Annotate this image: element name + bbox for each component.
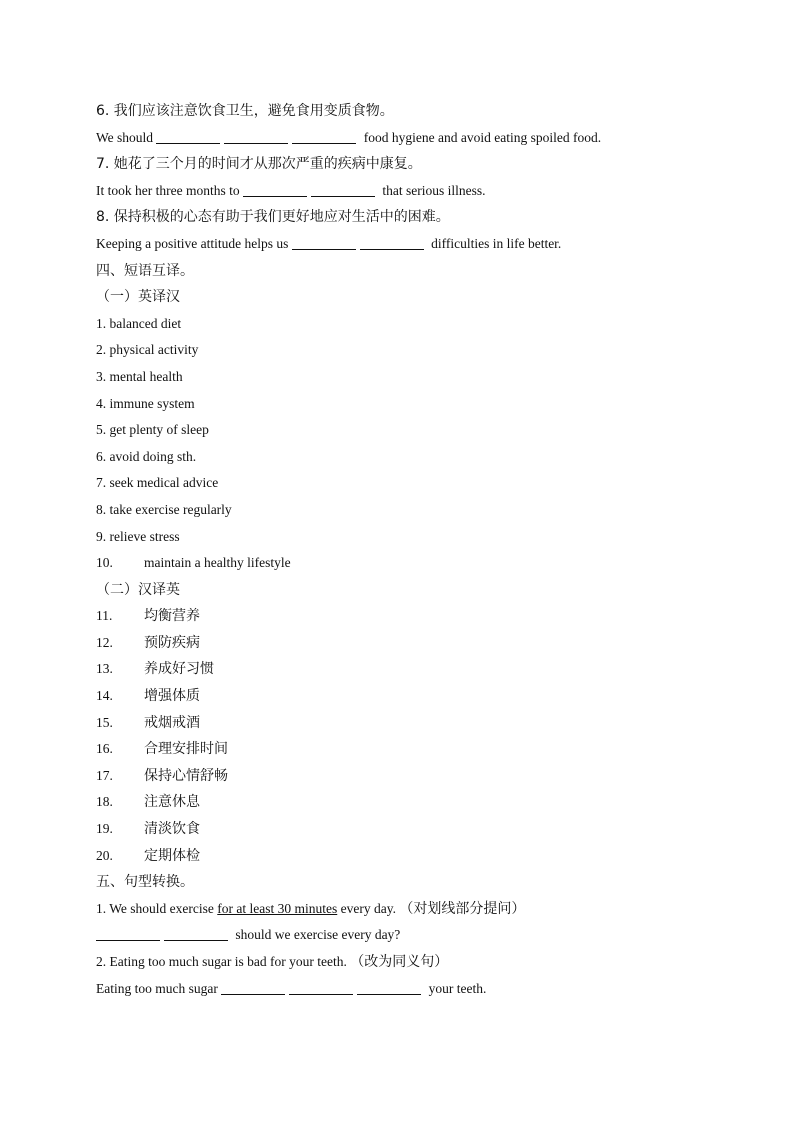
answer-blank[interactable]: [243, 182, 307, 197]
q8-suffix: difficulties in life better.: [431, 235, 562, 251]
q7-suffix: that serious illness.: [382, 182, 486, 198]
phrase-number: 14.: [96, 688, 113, 704]
phrase-text: 清淡饮食: [144, 821, 200, 838]
section-4-sub1: （一）英译汉: [96, 289, 180, 306]
question-8-chinese: 8. 保持积极的心态有助于我们更好地应对生活中的困难。: [96, 209, 450, 226]
q6-suffix: food hygiene and avoid eating spoiled food.: [363, 129, 602, 145]
q1-answer-suffix: should we exercise every day?: [235, 927, 401, 943]
answer-blank[interactable]: [221, 980, 285, 995]
phrase-number: 12.: [96, 634, 113, 650]
answer-blank[interactable]: [289, 980, 353, 995]
q8-prefix: Keeping a positive attitude helps us: [96, 235, 289, 251]
section-4-title: 四、短语互译。: [96, 262, 194, 279]
phrase-text: 均衡营养: [144, 608, 200, 625]
phrase-text: 养成好习惯: [144, 661, 214, 678]
q6-prefix: We should: [96, 129, 154, 145]
q2-answer-suffix: your teeth.: [428, 980, 487, 996]
transform-answer-2: [96, 976, 716, 1003]
phrase-number: 15.: [96, 714, 113, 730]
phrase-number: 19.: [96, 821, 113, 837]
phrase-item: 5. get plenty of sleep: [96, 422, 209, 438]
phrase-item: 4. immune system: [96, 395, 195, 411]
transform-answer-1: [96, 922, 716, 949]
q2-instruction: （改为同义句）: [350, 954, 449, 970]
answer-blank[interactable]: [96, 926, 160, 941]
phrase-text: 增强体质: [144, 688, 200, 705]
question-6-english: [96, 125, 716, 152]
question-7-english: [96, 178, 716, 205]
phrase-item: [96, 736, 716, 763]
transform-question-1: [96, 896, 716, 923]
phrase-item: 7. seek medical advice: [96, 475, 219, 491]
phrase-item: [96, 789, 716, 816]
phrase-text: 定期体检: [144, 847, 200, 864]
phrase-number: 20.: [96, 847, 113, 863]
q1-suffix: every day.: [337, 900, 396, 916]
q2-answer-prefix: Eating too much sugar: [96, 980, 218, 996]
phrase-item: 8. take exercise regularly: [96, 501, 232, 517]
phrase-item: [96, 763, 716, 790]
phrase-number: 17.: [96, 767, 113, 783]
section-5-title: 五、句型转换。: [96, 874, 194, 891]
phrase-item: 3. mental health: [96, 368, 183, 384]
phrase-item: [96, 683, 716, 710]
q7-prefix: It took her three months to: [96, 182, 240, 198]
question-6-chinese: 6. 我们应该注意饮食卫生，避免食用变质食物。: [96, 103, 394, 119]
phrase-item: 2. physical activity: [96, 342, 199, 358]
phrase-text: 保持心情舒畅: [144, 767, 228, 784]
phrase-item: 1. balanced diet: [96, 315, 182, 331]
phrase-number: 10.: [96, 555, 113, 571]
worksheet-page: [96, 98, 716, 1002]
q1-underlined-phrase: for at least 30 minutes: [217, 900, 338, 916]
transform-question-2: [96, 949, 716, 976]
answer-blank[interactable]: [156, 129, 220, 144]
phrase-text: maintain a healthy lifestyle: [144, 555, 291, 571]
phrase-item: [96, 816, 716, 843]
q1-prefix: 1. We should exercise: [96, 900, 214, 916]
question-7-chinese: 7. 她花了三个月的时间才从那次严重的疾病中康复。: [96, 156, 422, 173]
phrase-item: [96, 843, 716, 870]
phrase-number: 18.: [96, 794, 113, 810]
q1-instruction: （对划线部分提问）: [399, 900, 526, 917]
phrase-item: 6. avoid doing sth.: [96, 448, 197, 464]
phrase-item: [96, 603, 716, 630]
phrase-item: 9. relieve stress: [96, 528, 180, 544]
phrase-text: 合理安排时间: [144, 741, 228, 758]
answer-blank[interactable]: [357, 980, 421, 995]
q2-text: 2. Eating too much sugar is bad for your teeth.: [96, 954, 347, 969]
answer-blank[interactable]: [311, 182, 375, 197]
question-8-english: [96, 231, 716, 258]
phrase-number: 11.: [96, 608, 113, 624]
phrase-number: 16.: [96, 741, 113, 757]
phrase-item: [96, 550, 716, 577]
answer-blank[interactable]: [164, 926, 228, 941]
phrase-text: 预防疾病: [144, 634, 200, 651]
phrase-text: 戒烟戒酒: [144, 714, 200, 731]
phrase-item: [96, 656, 716, 683]
phrase-number: 13.: [96, 661, 113, 677]
answer-blank[interactable]: [360, 235, 424, 250]
phrase-item: [96, 710, 716, 737]
section-4-sub2: （二）汉译英: [96, 581, 180, 598]
answer-blank[interactable]: [224, 129, 288, 144]
phrase-item: [96, 630, 716, 657]
answer-blank[interactable]: [292, 235, 356, 250]
phrase-text: 注意休息: [144, 794, 200, 811]
answer-blank[interactable]: [292, 129, 356, 144]
